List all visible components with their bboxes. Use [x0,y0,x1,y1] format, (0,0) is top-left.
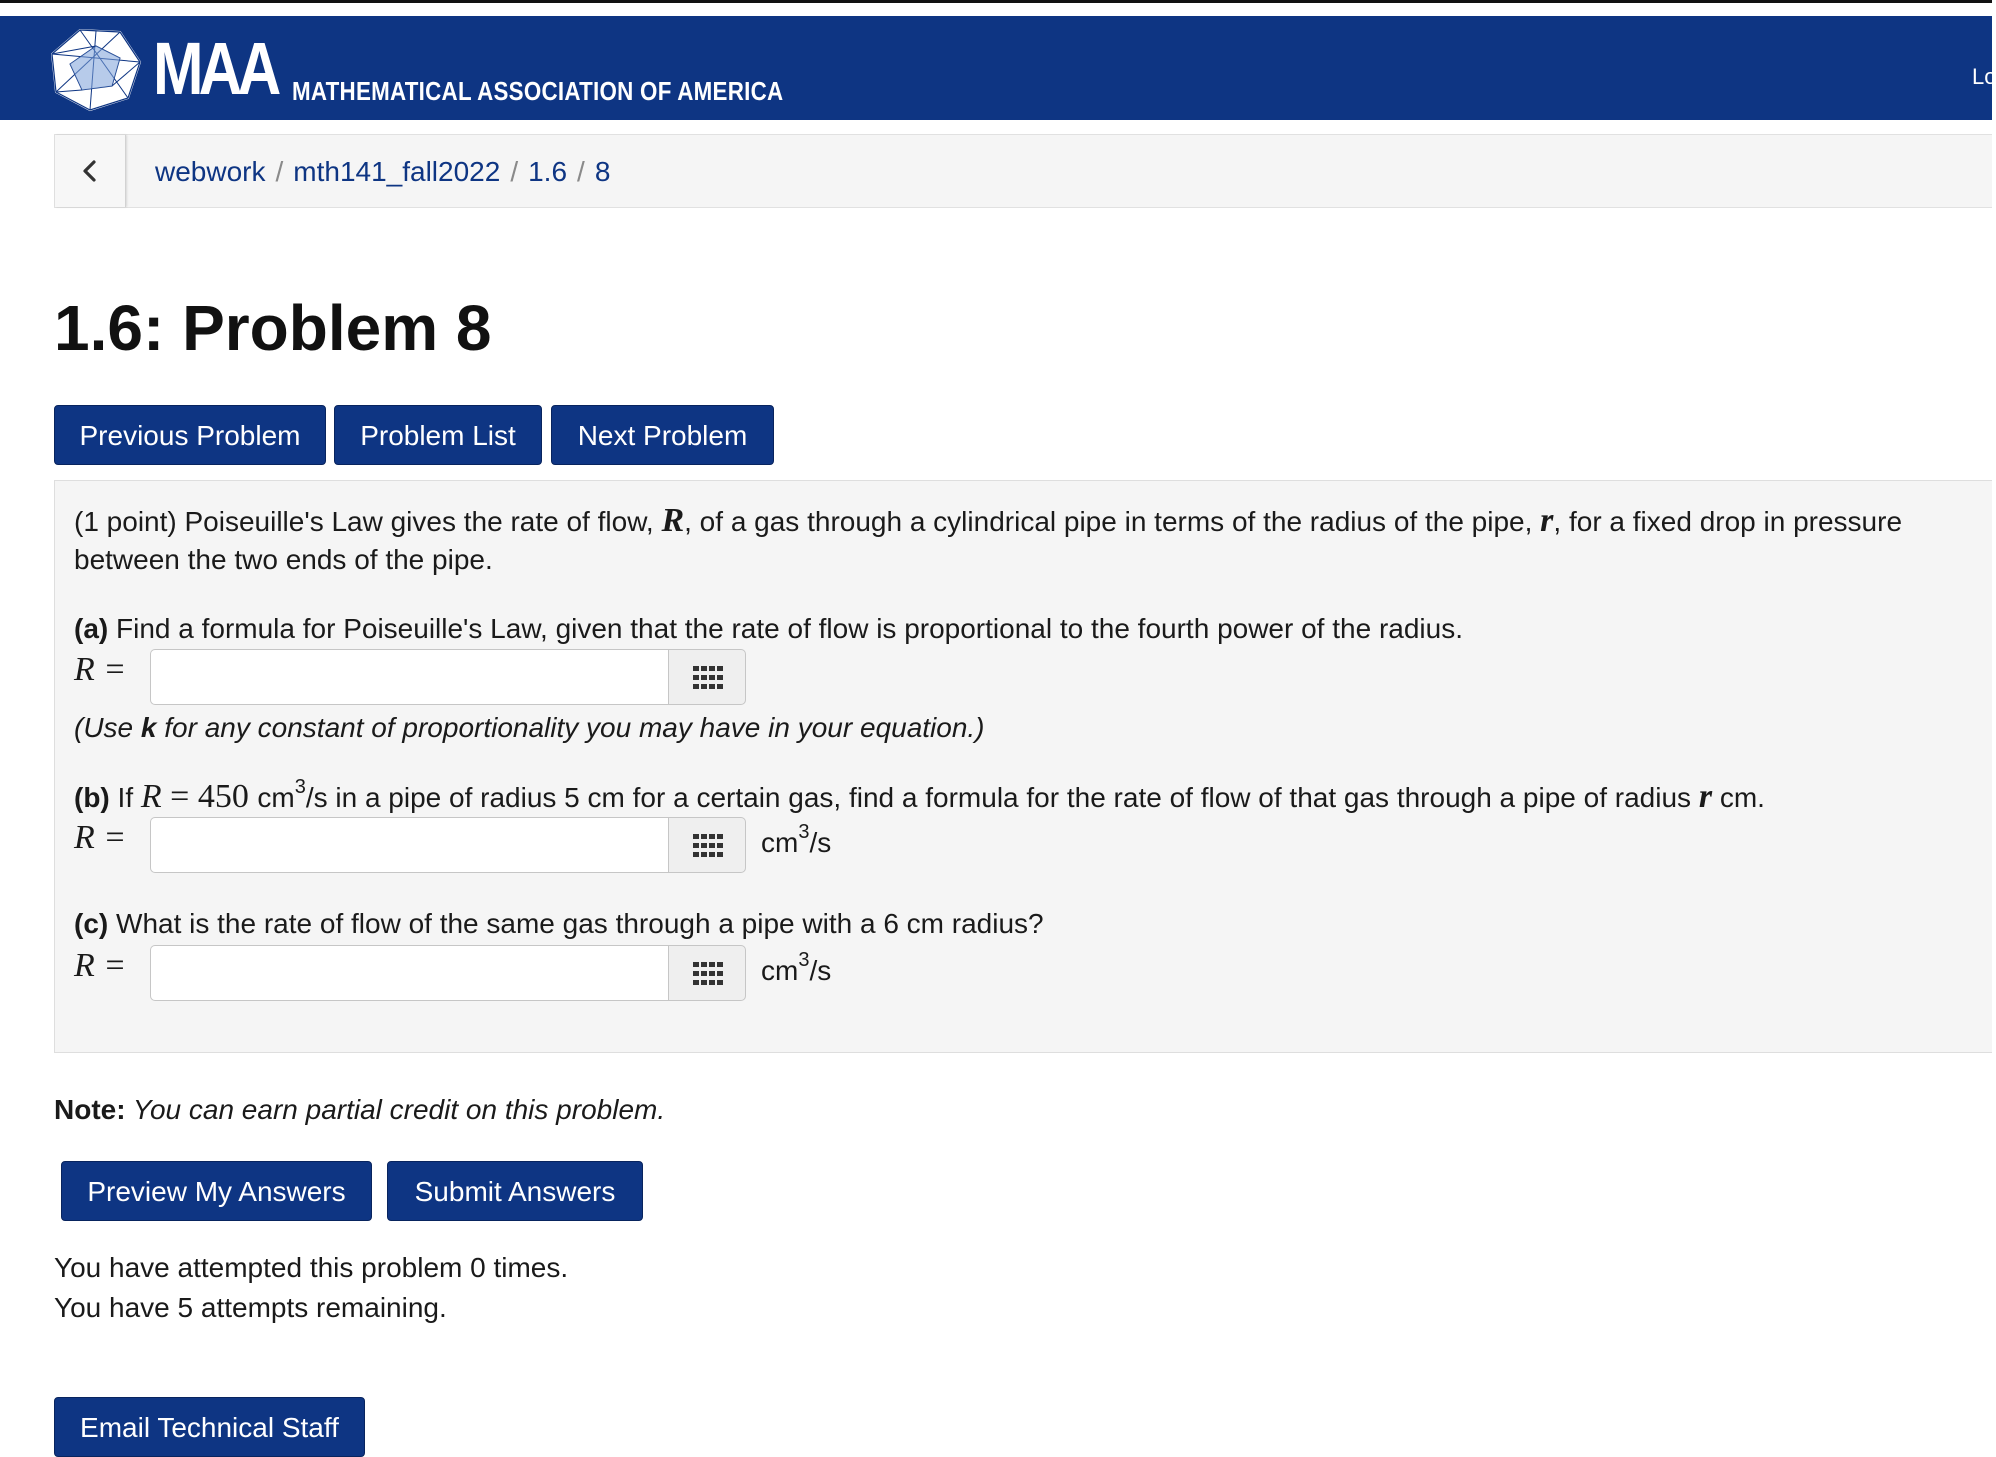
note-label: Note: [54,1094,126,1125]
unit-tail: /s [305,782,328,813]
breadcrumb-bar [54,134,1992,208]
part-b-unit [761,821,832,859]
breadcrumb-separator: / [510,156,519,187]
part-b-text: in a pipe of radius 5 cm for a certain gas, find a formula for the rate of flow of that gas through a pipe of radius [327,782,1699,813]
breadcrumb-course[interactable]: mth141_fall2022 [293,156,501,187]
breadcrumb-webwork[interactable]: webwork [155,156,266,187]
part-b-label: (b) [74,782,110,813]
breadcrumb-set[interactable]: 1.6 [528,156,568,187]
note-text: You can earn partial credit on this problem. [125,1094,666,1125]
variable-R: R [661,502,685,539]
unit-tail: /s [809,827,832,858]
keypad-grid-icon [693,834,723,858]
maa-logo-icon[interactable] [50,26,142,112]
part-c-equation-editor-button[interactable] [668,945,746,1001]
part-c-unit [761,949,832,987]
breadcrumb-separator: / [577,156,585,187]
preview-answers-button[interactable]: Preview My Answers [61,1161,372,1221]
intro-text: (1 point) Poiseuille's Law gives the rate of flow, [74,506,662,537]
part-b-answer-input[interactable] [150,817,668,873]
logo-full-name: MATHEMATICAL ASSOCIATION OF AMERICA [292,76,784,106]
hint-k: k [140,712,157,743]
attempts-remaining: You have 5 attempts remaining. [54,1292,447,1323]
part-b-text: If [109,782,141,813]
unit-exponent: 3 [798,949,810,971]
unit-tail: /s [809,955,832,986]
part-a-question [74,609,1463,649]
problem-intro-line2: between the two ends of the pipe. [74,544,493,575]
variable-r: r [1540,502,1554,539]
problem-list-button[interactable]: Problem List [334,405,542,465]
part-b-equation: = 450 [161,778,258,815]
breadcrumb-problem: 8 [594,156,611,187]
part-c-question [74,904,1044,944]
attempts-made: You have attempted this problem 0 times. [54,1252,569,1283]
email-technical-staff-button[interactable]: Email Technical Staff [54,1397,365,1457]
back-button[interactable] [55,135,126,207]
logo-abbreviation[interactable]: MAA [153,27,277,110]
part-b-question [74,777,1765,821]
variable-r: r [1698,778,1713,815]
login-link[interactable]: Lo [1972,64,1996,89]
unit-base: cm [257,782,295,813]
site-header [0,16,1996,120]
keypad-grid-icon [693,666,723,690]
answer-label-text: R = [74,819,127,856]
unit-exponent: 3 [798,821,810,843]
part-c-answer-label [74,947,126,985]
answer-label-text: R = [74,651,127,688]
part-a-text: Find a formula for Poiseuille's Law, given that the rate of flow is proportional to the fourth power of the radius. [108,613,1463,644]
breadcrumb [155,156,610,188]
keypad-grid-icon [693,962,723,986]
submit-answers-button[interactable]: Submit Answers [387,1161,643,1221]
hint-text: (Use [74,712,141,743]
unit-base: cm [761,827,799,858]
part-a-equation-editor-button[interactable] [668,649,746,705]
part-c-label: (c) [74,908,109,939]
intro-text: , of a gas through a cylindrical pipe in terms of the radius of the pipe, [684,506,1541,537]
window-top-edge [0,0,1992,16]
part-c-text: What is the rate of flow of the same gas through a pipe with a 6 cm radius? [108,908,1044,939]
part-b-text: cm. [1712,782,1765,813]
part-c-answer-input[interactable] [150,945,668,1001]
part-a-answer-label [74,651,126,689]
partial-credit-note [54,1094,665,1126]
problem-intro-line1 [74,501,1902,542]
breadcrumb-separator: / [275,156,284,187]
part-a-answer-input[interactable] [150,649,668,705]
part-a-label: (a) [74,613,109,644]
unit-exponent: 3 [294,776,306,798]
part-a-hint [74,708,985,748]
variable-R: R [140,778,162,815]
answer-label-text: R = [74,947,127,984]
part-b-equation-editor-button[interactable] [668,817,746,873]
intro-text: , for a fixed drop in pressure [1553,506,1903,537]
problem-body [54,480,1992,1053]
chevron-left-icon [79,159,101,183]
next-problem-button[interactable]: Next Problem [551,405,774,465]
page-title: 1.6: Problem 8 [54,292,492,364]
part-b-answer-label [74,819,126,857]
hint-text: for any constant of proportionality you may have in your equation.) [156,712,985,743]
unit-base: cm [761,955,799,986]
previous-problem-button[interactable]: Previous Problem [54,405,326,465]
